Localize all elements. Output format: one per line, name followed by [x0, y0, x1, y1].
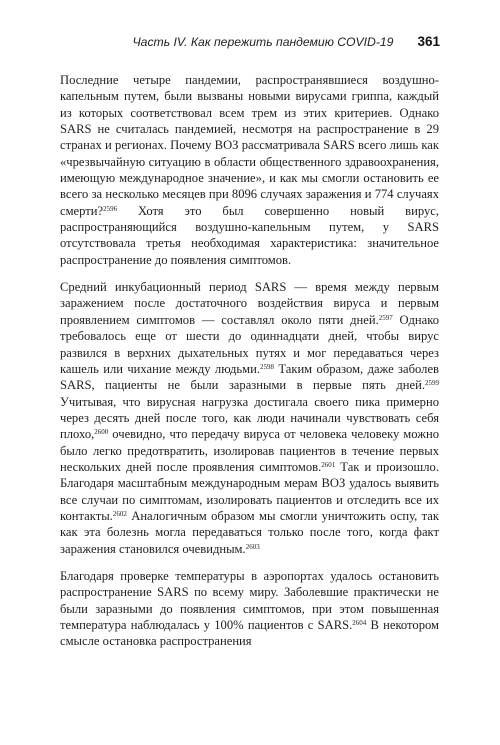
footnote-reference[interactable]: 2597: [378, 313, 393, 322]
paragraph-text: Так и произошло. Благодаря масштабным международным мерам ВОЗ удалось выявить все случаи по симптомам, изолировать пациентов и отследить все их контакты.: [60, 459, 439, 523]
paragraph-text: Учитывая, что вирусная нагрузка достигала своего пика примерно через десять дней после того, как люди начинали чувствовать себя плохо,: [60, 394, 439, 442]
running-title: Часть IV. Как пережить пандемию COVID-19: [132, 35, 394, 49]
paragraph-text: Аналогичным образом мы смогли уничтожить оспу, так как эта болезнь могла передаваться только после того, когда факт заражения становился очевидным.: [60, 508, 439, 556]
paragraph-text: Таким образом, даже заболев SARS, пациенты не были заразными в первые пять дней.: [60, 361, 439, 393]
paragraph-text: Средний инкубационный период SARS — время между первым заражением после достаточного воздействия вируса и первым проявлением симптомов — составлял около пяти дней.: [60, 280, 439, 327]
footnote-reference[interactable]: 2596: [103, 204, 118, 213]
paragraph-text: Последние четыре пандемии, распространявшиеся воздушно-капельным путем, были вызваны новыми вирусами гриппа, каждый из которых соответствовал всем трем из этих критериев. Однако SARS не считалась пандемией, несмотря на распространение в 29 странах и регионах. Почему ВОЗ рассматривала SARS всего лишь как «чрезвычайную ситуацию в области общественного здравоохранения, имеющую международное значение», и как мы смогли остановить ее всего за несколько месяцев при 8096 случаях заражения и 774 случаях смерти?: [60, 73, 439, 218]
paragraph: [60, 568, 439, 650]
paragraph: [60, 72, 439, 268]
text-clip: [60, 72, 439, 727]
paragraph-text: В некотором смысле остановка распространения: [60, 618, 439, 649]
page-header: [60, 34, 440, 49]
paragraph: [60, 279, 439, 557]
footnote-reference[interactable]: 2603: [245, 542, 260, 551]
paragraph-text: Хотя это был совершенно новый вирус, распространяющийся воздушно-капельным путем, у SARS отсутствовала третья необходимая характеристика: значительное распространение до появления симптомов.: [60, 203, 439, 267]
footnote-reference[interactable]: 2598: [259, 363, 274, 371]
footnote-reference[interactable]: 2604: [352, 619, 367, 628]
paragraph-text: Однако требовалось еще от шести до одиннадцати дней, чтобы вирус развился в верхних дыхательных путях и мог передаваться через кашель или чихание между людьми.: [60, 312, 439, 376]
paragraph-text: очевидно, что передачу вируса от человека человеку можно было легко предотвратить, изолировав пациентов в течение первых нескольких дней после проявления симптомов.: [60, 427, 439, 474]
footnote-reference[interactable]: 2600: [94, 428, 109, 437]
body-text: [60, 72, 439, 650]
page-number: 361: [417, 34, 440, 49]
footnote-reference[interactable]: 2599: [425, 379, 439, 388]
footnote-reference[interactable]: 2602: [112, 510, 127, 519]
footnote-reference[interactable]: 2601: [321, 461, 336, 470]
paragraph-text: Благодаря проверке температуры в аэропортах удалось остановить распространение SARS по всему миру. Заболевшие практически не были заразными до появления симптомов, при этом повышенная температура наблюдалась у 100% пациентов с SARS.: [60, 568, 439, 632]
